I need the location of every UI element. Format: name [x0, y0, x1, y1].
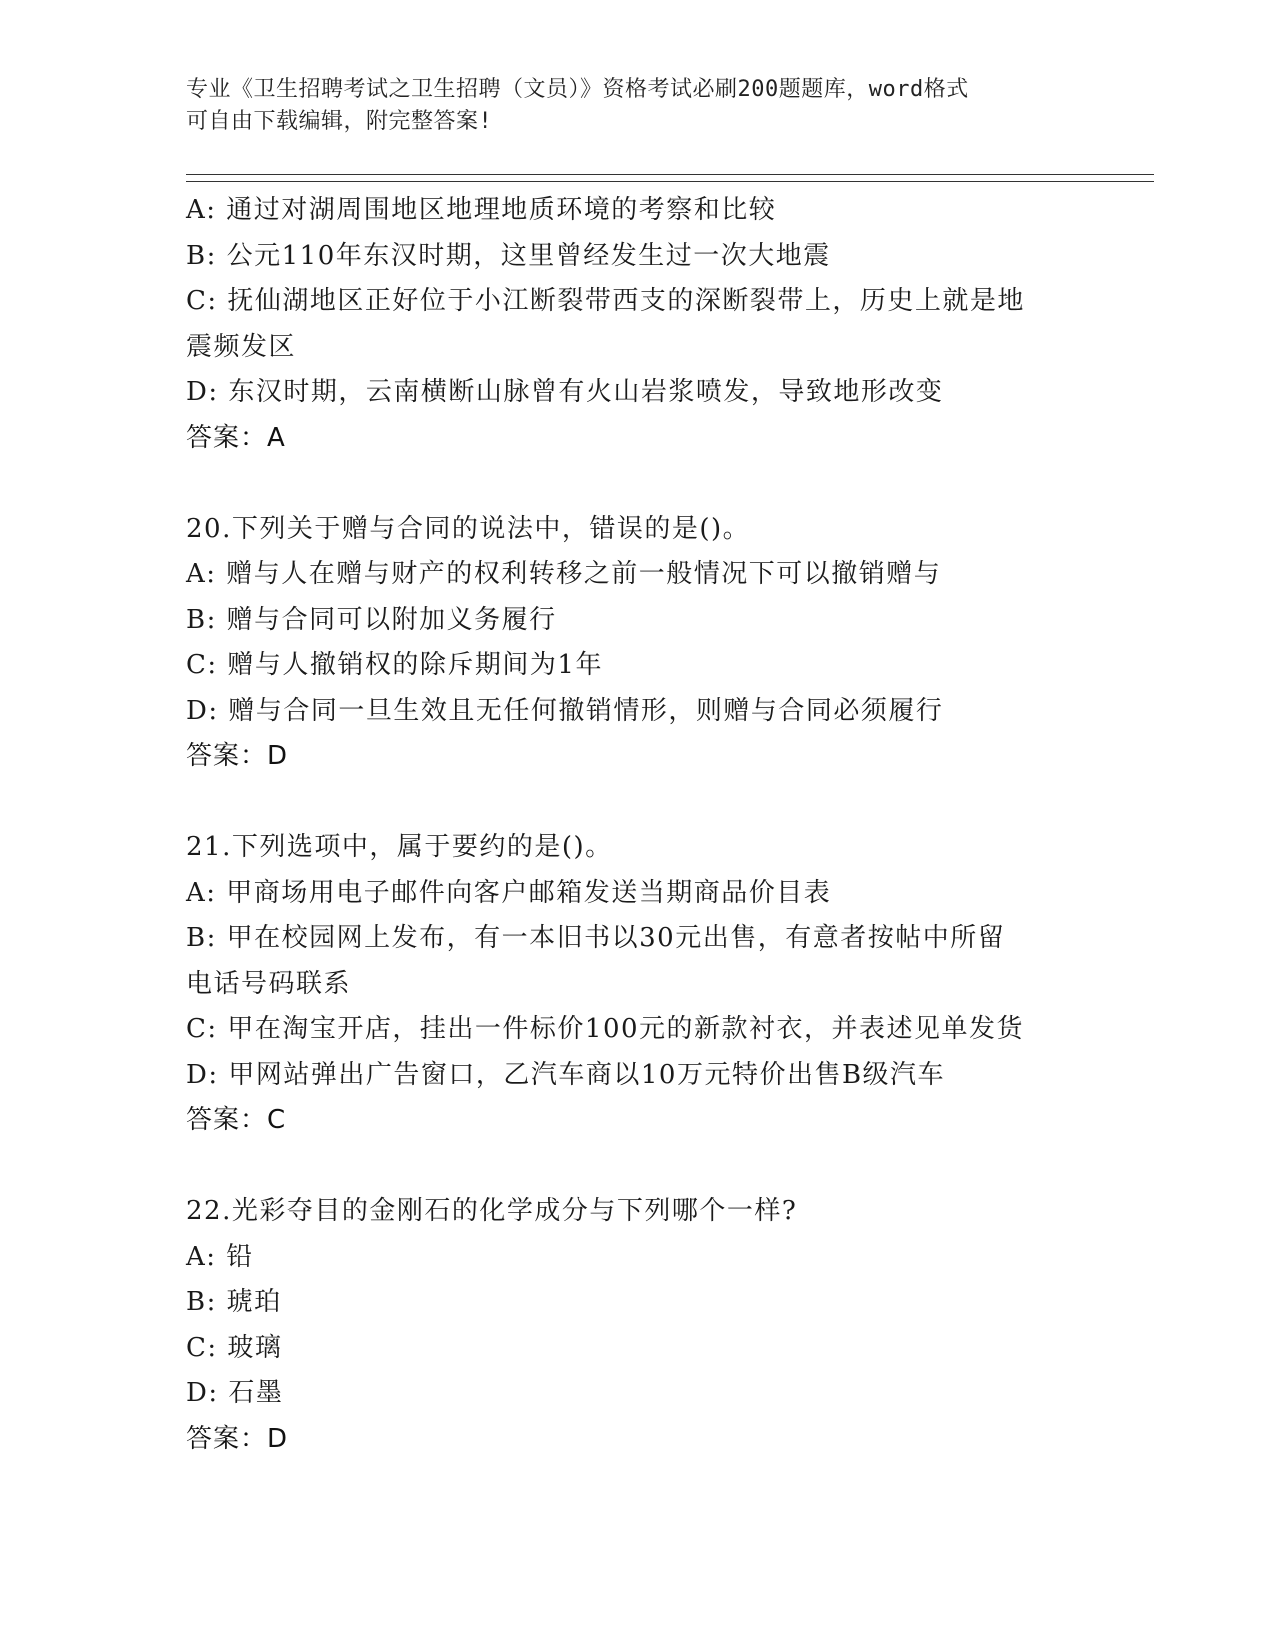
option-c: C: 抚仙湖地区正好位于小江断裂带西支的深断裂带上，历史上就是地 [186, 286, 1025, 316]
option-b: B: 赠与合同可以附加义务履行 [186, 604, 557, 635]
option-a: A: 赠与人在赠与财产的权利转移之前一般情况下可以撤销赠与 [186, 559, 942, 589]
header-divider-bottom [186, 181, 1154, 182]
header-divider-top [186, 174, 1154, 175]
option-b: B: 甲在校园网上发布，有一本旧书以30元出售，有意者按帖中所留 [186, 923, 1006, 953]
spacer [186, 461, 1086, 507]
question-block-21 [186, 825, 1086, 1144]
question-block-22 [186, 1189, 1086, 1462]
option-c: C: 甲在淘宝开店，挂出一件标价100元的新款衬衣，并表述见单发货 [186, 1014, 1025, 1044]
spacer [186, 780, 1086, 826]
question-block-19 [186, 188, 1086, 461]
question-content [186, 188, 1086, 1462]
option-b-continued: 电话号码联系 [186, 968, 352, 999]
answer-label: 答案：C [186, 1105, 287, 1135]
option-c: C: 玻璃 [186, 1332, 283, 1363]
answer-label: 答案：D [186, 741, 289, 771]
question-text: 22.光彩夺目的金刚石的化学成分与下列哪个一样? [186, 1196, 798, 1226]
question-block-20 [186, 507, 1086, 780]
option-d: D: 东汉时期，云南横断山脉曾有火山岩浆喷发，导致地形改变 [186, 377, 944, 407]
option-a: A: 铅 [186, 1241, 254, 1272]
spacer [186, 1144, 1086, 1190]
option-a: A: 甲商场用电子邮件向客户邮箱发送当期商品价目表 [186, 877, 832, 908]
document-header [186, 74, 1066, 138]
option-b: B: 公元110年东汉时期，这里曾经发生过一次大地震 [186, 240, 831, 271]
option-a: A: 通过对湖周围地区地理地质环境的考察和比较 [186, 195, 777, 225]
option-c-continued: 震频发区 [186, 331, 297, 362]
question-text: 21.下列选项中，属于要约的是()。 [186, 832, 613, 862]
option-d: D: 石墨 [186, 1378, 284, 1408]
header-line-2: 可自由下载编辑，附完整答案! [186, 109, 493, 134]
answer-label: 答案：A [186, 422, 286, 453]
option-d: D: 甲网站弹出广告窗口，乙汽车商以10万元特价出售B级汽车 [186, 1059, 946, 1090]
question-text: 20.下列关于赠与合同的说法中，错误的是()。 [186, 513, 751, 544]
answer-label: 答案：D [186, 1423, 289, 1454]
option-d: D: 赠与合同一旦生效且无任何撤销情形，则赠与合同必须履行 [186, 695, 944, 726]
option-b: B: 琥珀 [186, 1287, 282, 1317]
header-line-1: 专业《卫生招聘考试之卫生招聘（文员）》资格考试必刷200题题库，word格式 [186, 77, 969, 102]
option-c: C: 赠与人撤销权的除斥期间为1年 [186, 650, 603, 680]
